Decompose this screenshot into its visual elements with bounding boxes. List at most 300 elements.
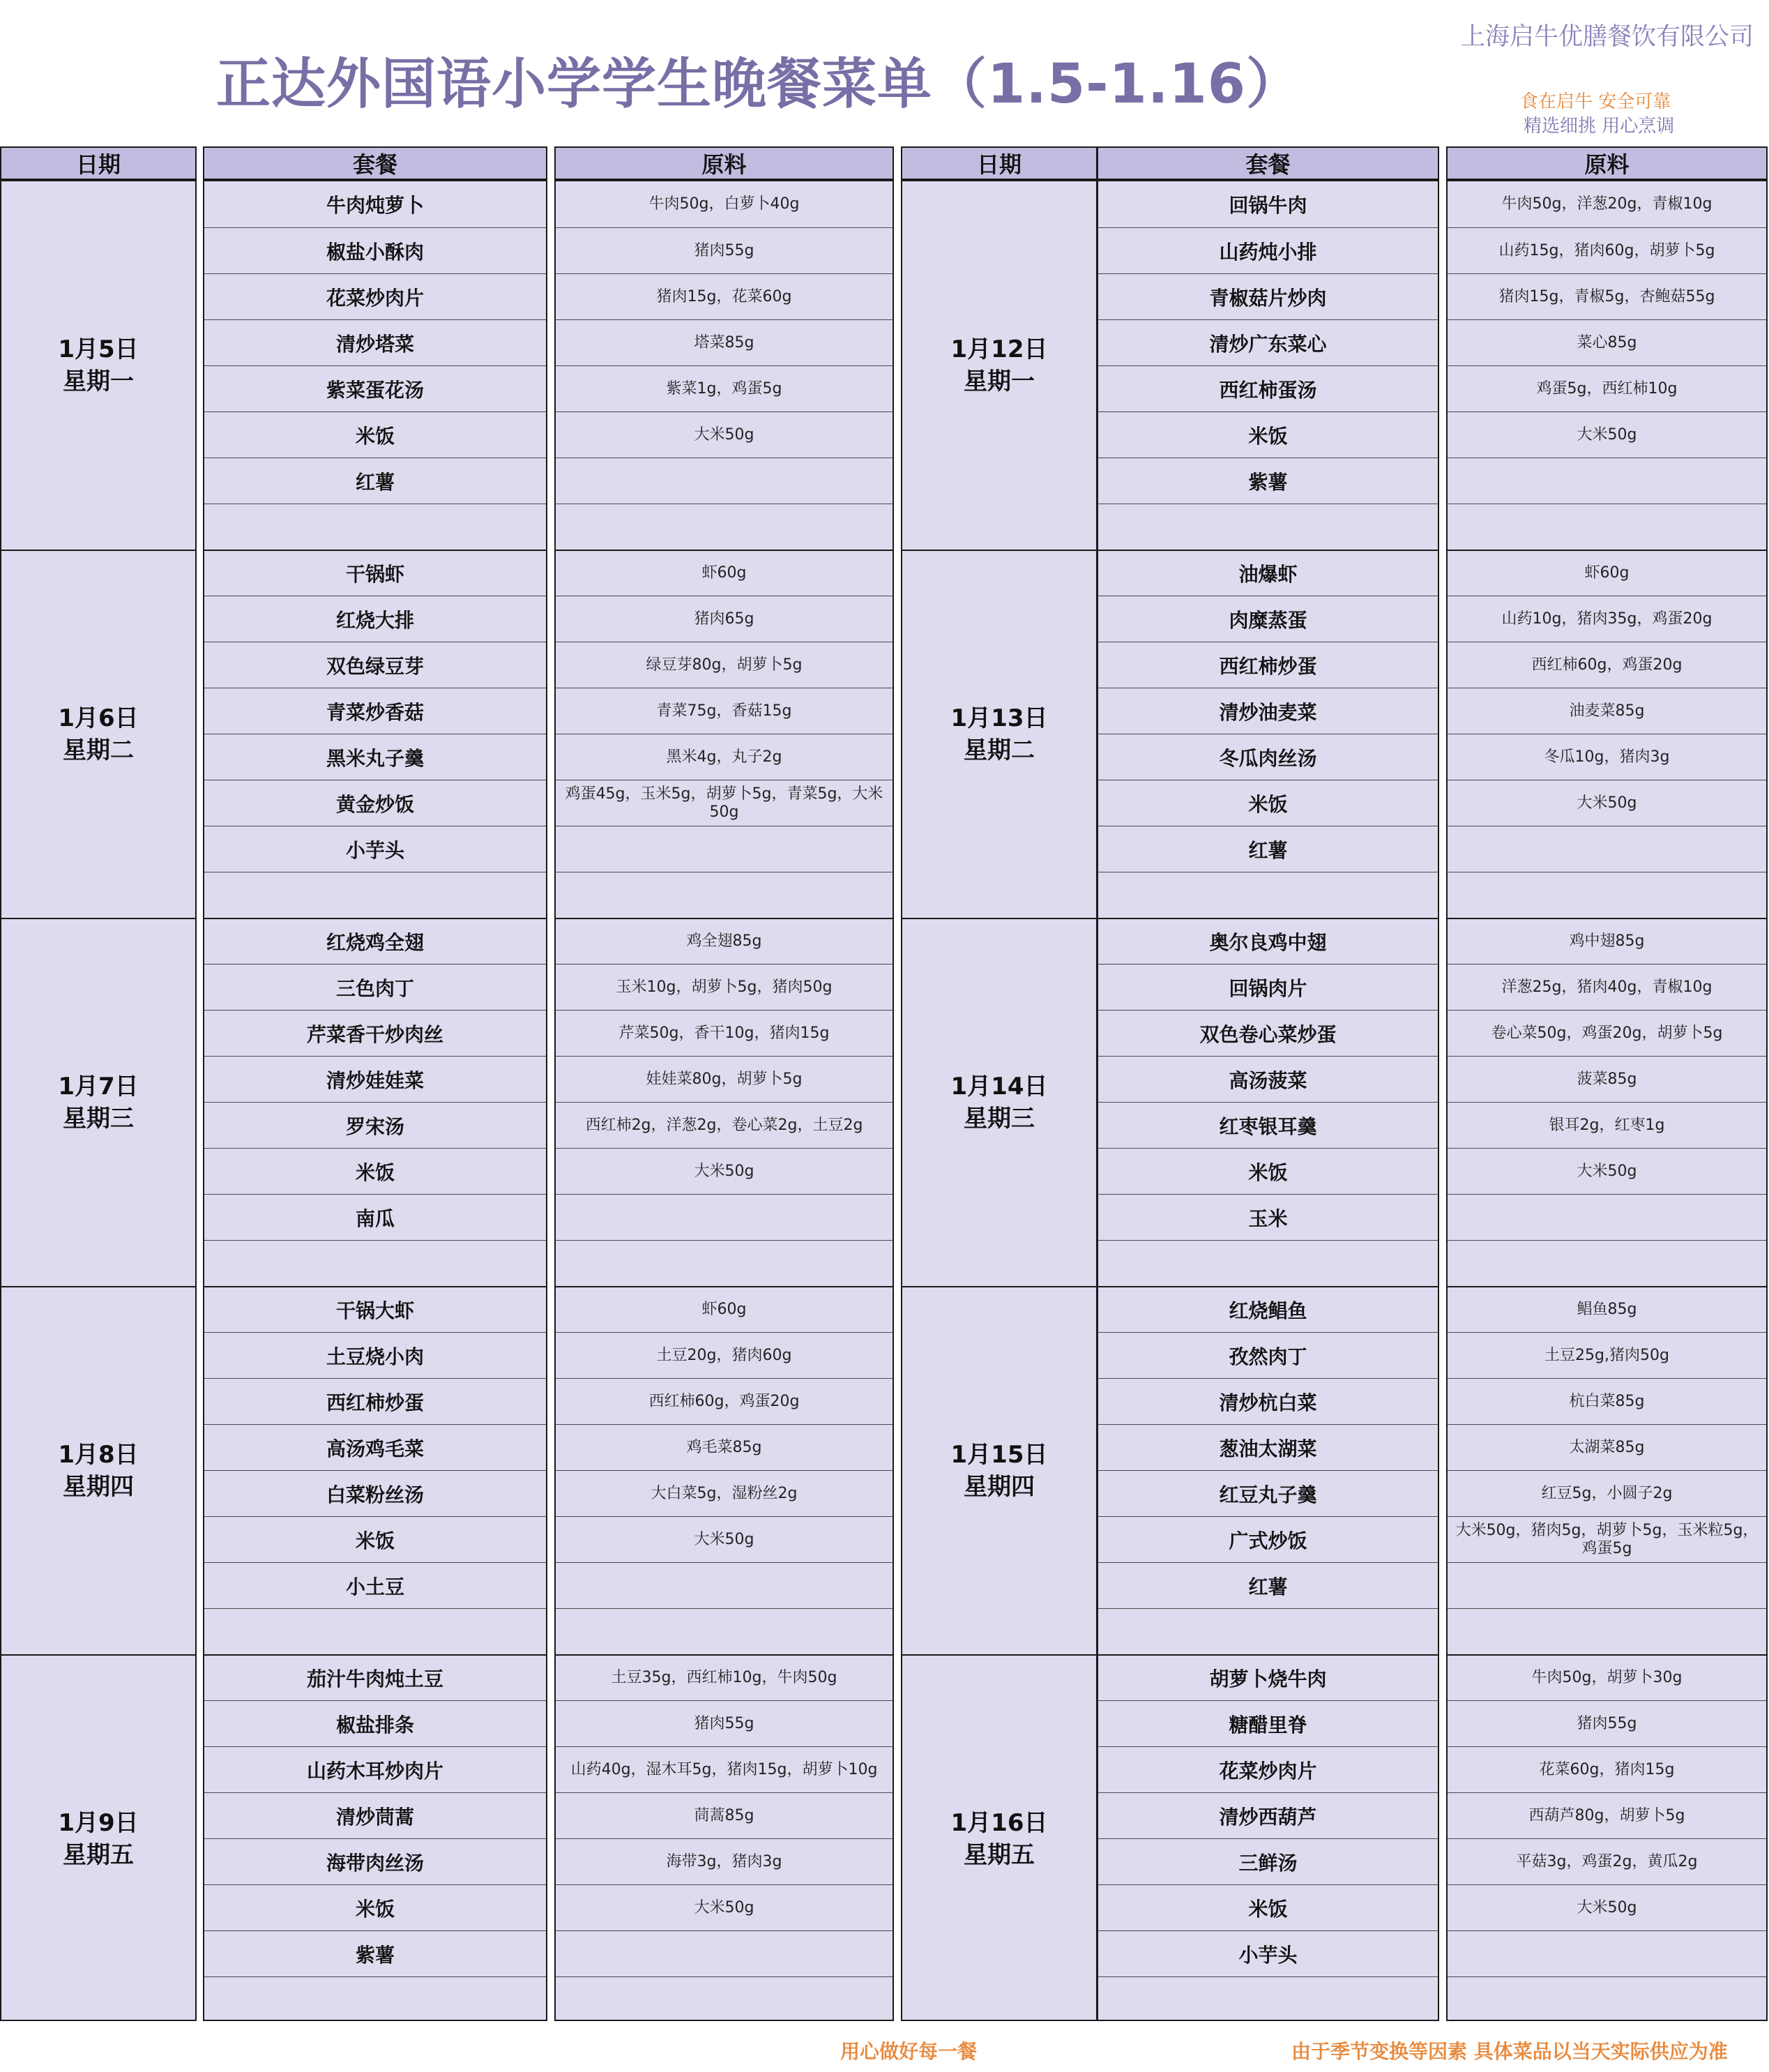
ingredient-text: 海带3g，猪肉3g [666,1852,782,1870]
meal-row [204,1654,546,1700]
dish-name: 米饭 [1248,424,1288,448]
meal-row [204,457,546,504]
date-label: 1月14日 [950,1073,1048,1101]
date-column-week1 [0,180,197,2021]
dish-name: 高汤菠菜 [1229,1068,1307,1092]
ingredient-row [1448,1332,1766,1378]
meal-row [204,1792,546,1838]
dish-name: 小土豆 [345,1575,404,1598]
ingredient-text: 西葫芦80g，胡萝卜5g [1528,1806,1685,1824]
ingredient-row [556,1746,893,1792]
meal-row [1098,504,1438,550]
dish-name: 米饭 [355,424,395,448]
date-cell [902,1654,1096,2022]
meal-row [1098,1286,1438,1332]
header-date-week2: 日期 [901,146,1098,180]
ingredient-text: 平菇3g，鸡蛋2g，黄瓜2g [1516,1852,1698,1870]
ingredient-row [1448,550,1766,596]
ingredient-row [556,181,893,227]
ingredient-row [556,688,893,734]
header-ingredients-week2: 原料 [1446,146,1768,180]
dish-name: 清炒娃娃菜 [326,1068,424,1092]
ingredient-row [556,1286,893,1332]
ingredient-row [556,1194,893,1240]
ingredient-text: 猪肉15g，花菜60g [656,287,792,305]
header-meal-week1: 套餐 [203,146,547,180]
ingredient-row [556,872,893,918]
ingredient-text: 大米50g [1577,1898,1637,1916]
dish-name: 米饭 [1248,1160,1288,1184]
ingredient-row [556,504,893,550]
meal-row [1098,1010,1438,1056]
meal-row [204,227,546,273]
ingredient-row [556,826,893,872]
dish-name: 土豆烧小肉 [326,1345,424,1368]
date-cell [902,181,1096,550]
meal-row [1098,1884,1438,1930]
meal-row [204,365,546,411]
ingredient-row [556,918,893,964]
ingredient-text: 鲳鱼85g [1577,1301,1637,1318]
ingredient-row [556,457,893,504]
ingredient-row [556,1884,893,1930]
header-meal-week2: 套餐 [1097,146,1439,180]
ingredient-row [556,1424,893,1470]
ingredient-row [556,273,893,319]
meal-row [204,1194,546,1240]
ingredient-row [556,1470,893,1516]
dish-name: 清炒塔菜 [335,332,414,356]
ingredient-text: 紫菜1g，鸡蛋5g [666,379,782,398]
dish-name: 椒盐排条 [335,1713,414,1737]
dish-name: 胡萝卜烧牛肉 [1209,1668,1327,1691]
ingredient-row [556,1930,893,1976]
dish-name: 红烧鲳鱼 [1229,1299,1307,1322]
dish-name: 双色绿豆芽 [326,654,424,678]
meal-row [204,964,546,1010]
dish-name: 回锅牛肉 [1229,194,1307,217]
meal-row [204,1608,546,1654]
meal-row [1098,1654,1438,1700]
header-ingredients-week1: 原料 [554,146,894,180]
ingredient-text: 牛肉50g，洋葱20g，青椒10g [1501,195,1713,213]
dish-name: 奥尔良鸡中翅 [1209,931,1327,954]
ingredient-row [556,734,893,780]
meal-row [1098,273,1438,319]
ingredient-text: 大米50g [694,1530,754,1548]
ingredient-row [1448,1654,1766,1700]
dish-name: 红薯 [1248,1575,1288,1598]
meal-row [204,411,546,457]
meal-row [204,1240,546,1286]
meal-row [204,1010,546,1056]
date-column-week2 [901,180,1098,2021]
ingredient-text: 塔菜85g [694,333,754,351]
ingredient-row [556,1240,893,1286]
ingredient-row [1448,596,1766,642]
date-cell [1,1654,195,2022]
ingredient-row [1448,1746,1766,1792]
date-cell [1,550,195,918]
meal-row [1098,1056,1438,1102]
company-name: 上海启牛优膳餐饮有限公司 [1460,23,1754,51]
meal-row [1098,1608,1438,1654]
dish-name: 干锅大虾 [335,1299,414,1322]
ingredient-row [556,1148,893,1194]
weekday-label: 星期一 [964,368,1035,395]
ingredient-text: 鸡蛋5g，西红柿10g [1536,379,1678,398]
ingredient-text: 西红柿2g，洋葱2g，卷心菜2g，土豆2g [585,1116,863,1134]
ingredient-text: 牛肉50g，胡萝卜30g [1531,1669,1683,1686]
ingredient-row [556,319,893,365]
dish-name: 西红柿炒蛋 [326,1391,424,1414]
dish-name: 小芋头 [345,838,404,862]
meal-row [1098,1102,1438,1148]
ingredient-row [556,1700,893,1746]
ingredients-column-week1 [554,180,894,2021]
dish-name: 白菜粉丝汤 [326,1483,424,1506]
ingredient-text: 杭白菜85g [1569,1392,1645,1410]
meal-row [1098,964,1438,1010]
ingredient-row [1448,1516,1766,1562]
ingredient-text: 卷心菜50g，鸡蛋20g，胡萝卜5g [1491,1024,1723,1042]
dish-name: 米饭 [355,1897,395,1921]
meal-row [1098,1930,1438,1976]
ingredient-row [1448,642,1766,688]
ingredient-text: 太湖菜85g [1569,1438,1645,1456]
dish-name: 清炒油麦菜 [1219,700,1317,724]
ingredient-text: 猪肉55g [694,241,754,259]
weekday-label: 星期五 [964,1841,1035,1869]
meal-row [1098,1700,1438,1746]
dish-name: 干锅虾 [345,563,404,586]
ingredient-row [556,1010,893,1056]
meal-row [204,1930,546,1976]
ingredient-row [1448,1424,1766,1470]
date-label: 1月13日 [950,704,1048,732]
ingredient-row [1448,1838,1766,1884]
dish-name: 冬瓜肉丝汤 [1219,746,1317,770]
dish-name: 芹菜香干炒肉丝 [306,1022,443,1046]
dish-name: 米饭 [355,1529,395,1552]
ingredient-row [1448,1562,1766,1608]
dish-name: 牛肉炖萝卜 [326,194,424,217]
dish-name: 肉糜蒸蛋 [1229,608,1307,632]
meal-row [204,826,546,872]
ingredient-row [556,1102,893,1148]
meal-row [1098,1746,1438,1792]
slogan-safety: 食在启牛 安全可靠 [1520,91,1671,112]
ingredient-text: 猪肉15g，青椒5g，杏鲍菇55g [1498,287,1715,305]
meal-row [204,872,546,918]
dish-name: 三色肉丁 [335,976,414,1000]
dish-name: 清炒茼蒿 [335,1805,414,1829]
dish-name: 红豆丸子羹 [1219,1483,1317,1506]
dish-name: 米饭 [1248,1897,1288,1921]
ingredient-text: 山药10g，猪肉35g，鸡蛋20g [1501,610,1713,628]
meal-row [1098,181,1438,227]
meal-row [1098,1378,1438,1424]
ingredient-text: 虾60g [701,1301,747,1318]
meal-row [204,1332,546,1378]
dish-name: 双色卷心菜炒蛋 [1199,1022,1337,1046]
meal-row [204,780,546,826]
ingredient-text: 芹菜50g，香干10g，猪肉15g [618,1024,830,1042]
ingredient-row [1448,227,1766,273]
dish-name: 山药炖小排 [1219,240,1317,264]
meal-row [1098,365,1438,411]
meal-row [204,734,546,780]
meal-row [204,504,546,550]
ingredient-text: 鸡全翅85g [686,932,762,950]
meal-row [204,273,546,319]
ingredient-row [1448,1884,1766,1930]
dish-name: 紫薯 [355,1943,395,1967]
ingredient-text: 大米50g [694,1162,754,1180]
ingredient-text: 青菜75g，香菇15g [656,702,792,720]
dish-name: 广式炒饭 [1229,1529,1307,1552]
meal-row [1098,1976,1438,2022]
weekday-label: 星期三 [63,1105,134,1133]
dish-name: 红烧大排 [335,608,414,632]
date-label: 1月15日 [950,1441,1048,1469]
ingredient-text: 洋葱25g，猪肉40g，青椒10g [1501,978,1713,996]
meal-row [204,1884,546,1930]
meal-row [204,1470,546,1516]
ingredient-text: 黑米4g，丸子2g [666,748,782,766]
ingredient-row [556,411,893,457]
ingredient-row [556,1562,893,1608]
dish-name: 红薯 [1248,838,1288,862]
ingredient-row [1448,365,1766,411]
dish-name: 罗宋汤 [345,1114,404,1138]
date-label: 1月12日 [950,335,1048,363]
dish-name: 黑米丸子羹 [326,746,424,770]
ingredient-row [1448,273,1766,319]
ingredient-text: 猪肉55g [1577,1714,1637,1732]
ingredient-text: 大米50g [694,1898,754,1916]
meal-row [204,1516,546,1562]
meal-row [204,1746,546,1792]
date-label: 1月8日 [58,1441,139,1469]
ingredient-row [556,365,893,411]
meal-column-week1 [203,180,547,2021]
meal-row [1098,1838,1438,1884]
ingredient-text: 土豆25g,猪肉50g [1544,1346,1669,1364]
ingredient-row [1448,780,1766,826]
meal-row [204,1056,546,1102]
ingredient-text: 油麦菜85g [1569,702,1645,720]
meal-row [1098,1562,1438,1608]
ingredient-row [556,1654,893,1700]
ingredient-text: 鸡毛菜85g [686,1438,762,1456]
ingredient-row [1448,1700,1766,1746]
meal-row [204,1286,546,1332]
ingredient-row [556,1056,893,1102]
meal-row [1098,411,1438,457]
meal-row [204,550,546,596]
ingredient-row [1448,1930,1766,1976]
ingredient-text: 山药40g，湿木耳5g，猪肉15g，胡萝卜10g [570,1760,878,1778]
meal-row [1098,1516,1438,1562]
date-cell [1,1286,195,1654]
ingredient-text: 花菜60g，猪肉15g [1539,1760,1675,1778]
slogan-cooking: 精选细挑 用心烹调 [1524,116,1675,137]
meal-row [1098,642,1438,688]
ingredient-text: 大米50g [694,425,754,444]
date-cell [1,918,195,1286]
meal-row [1098,319,1438,365]
weekday-label: 星期三 [964,1105,1035,1133]
ingredient-text: 银耳2g，红枣1g [1549,1116,1665,1134]
ingredient-row [1448,457,1766,504]
dish-name: 清炒杭白菜 [1219,1391,1317,1414]
meal-row [204,1424,546,1470]
ingredient-text: 鸡中翅85g [1569,932,1645,950]
dish-name: 回锅肉片 [1229,976,1307,1000]
ingredient-row [1448,504,1766,550]
date-cell [1,181,195,550]
date-label: 1月7日 [58,1073,139,1101]
ingredient-text: 西红柿60g，鸡蛋20g [648,1392,800,1410]
ingredient-row [556,227,893,273]
ingredient-row [556,1378,893,1424]
ingredient-row [556,780,893,826]
weekday-label: 星期四 [63,1473,134,1501]
ingredient-row [1448,319,1766,365]
weekday-label: 星期二 [964,736,1035,764]
dish-name: 紫菜蛋花汤 [326,378,424,402]
ingredient-text: 大米50g，猪肉5g，胡萝卜5g，玉米粒5g，鸡蛋5g [1455,1521,1759,1557]
dish-name: 三鲜汤 [1238,1851,1298,1875]
meal-row [204,1102,546,1148]
date-label: 1月9日 [58,1809,139,1837]
dish-name: 小芋头 [1238,1943,1298,1967]
weekday-label: 星期一 [63,368,134,395]
ingredient-row [1448,734,1766,780]
date-label: 1月5日 [58,335,139,363]
ingredient-row [556,1332,893,1378]
date-cell [902,918,1096,1286]
meal-row [1098,780,1438,826]
meal-row [1098,457,1438,504]
ingredient-row [556,1838,893,1884]
ingredient-row [1448,1976,1766,2022]
ingredient-row [1448,1286,1766,1332]
meal-row [204,1976,546,2022]
meal-row [1098,596,1438,642]
dish-name: 油爆虾 [1238,563,1298,586]
meal-row [204,1562,546,1608]
ingredient-row [1448,1792,1766,1838]
dish-name: 孜然肉丁 [1229,1345,1307,1368]
dish-name: 葱油太湖菜 [1219,1437,1317,1460]
ingredient-row [1448,1378,1766,1424]
date-label: 1月16日 [950,1809,1048,1837]
ingredient-row [1448,1056,1766,1102]
meal-column-week2 [1097,180,1439,2021]
dish-name: 高汤鸡毛菜 [326,1437,424,1460]
ingredient-row [1448,1608,1766,1654]
dish-name: 清炒广东菜心 [1209,332,1327,356]
ingredient-row [1448,872,1766,918]
ingredient-row [556,1608,893,1654]
weekday-label: 星期二 [63,736,134,764]
dish-name: 清炒西葫芦 [1219,1805,1317,1829]
weekday-label: 星期五 [63,1841,134,1869]
ingredient-text: 虾60g [701,564,747,582]
date-cell [902,1286,1096,1654]
ingredients-column-week2 [1446,180,1768,2021]
dish-name: 糖醋里脊 [1229,1713,1307,1737]
header-date-week1: 日期 [0,146,197,180]
page-title: 正达外国语小学学生晚餐菜单（1.5-1.16） [216,53,1301,116]
meal-row [1098,1194,1438,1240]
ingredient-text: 绿豆芽80g，胡萝卜5g [646,656,803,674]
ingredient-text: 猪肉55g [694,1714,754,1732]
date-label: 1月6日 [58,704,139,732]
dish-name: 花菜炒肉片 [1219,1759,1317,1783]
ingredient-text: 菠菜85g [1577,1070,1637,1088]
meal-row [1098,227,1438,273]
meal-row [1098,1148,1438,1194]
meal-row [1098,1332,1438,1378]
meal-row [204,1838,546,1884]
ingredient-text: 玉米10g，胡萝卜5g，猪肉50g [616,978,833,996]
ingredient-row [556,596,893,642]
ingredient-row [1448,918,1766,964]
meal-row [204,319,546,365]
dish-name: 紫薯 [1248,470,1288,494]
meal-row [1098,872,1438,918]
dish-name: 海带肉丝汤 [326,1851,424,1875]
meal-row [1098,1424,1438,1470]
ingredient-text: 土豆20g，猪肉60g [656,1346,792,1364]
ingredient-text: 娃娃菜80g，胡萝卜5g [646,1070,803,1088]
ingredient-row [1448,826,1766,872]
ingredient-row [1448,1148,1766,1194]
ingredient-row [1448,688,1766,734]
dish-name: 红薯 [355,470,395,494]
meal-row [204,596,546,642]
dish-name: 红烧鸡全翅 [326,931,424,954]
meal-row [1098,1792,1438,1838]
meal-row [204,1378,546,1424]
meal-row [204,688,546,734]
ingredient-row [556,550,893,596]
ingredient-row [556,1516,893,1562]
ingredient-row [1448,964,1766,1010]
meal-row [1098,826,1438,872]
ingredient-row [1448,1240,1766,1286]
meal-row [1098,1470,1438,1516]
ingredient-row [1448,1010,1766,1056]
ingredient-text: 虾60g [1584,564,1630,582]
ingredient-text: 大米50g [1577,794,1637,812]
dish-name: 椒盐小酥肉 [326,240,424,264]
ingredient-text: 大白菜5g，湿粉丝2g [651,1484,798,1502]
ingredient-text: 菜心85g [1577,333,1637,351]
dish-name: 茄汁牛肉炖土豆 [306,1668,443,1691]
dish-name: 米饭 [355,1160,395,1184]
date-cell [902,550,1096,918]
ingredient-text: 鸡蛋45g，玉米5g，胡萝卜5g，青菜5g，大米50g [565,785,883,821]
dish-name: 玉米 [1248,1207,1288,1230]
footer-slogan: 用心做好每一餐 [840,2040,978,2063]
dish-name: 西红柿蛋汤 [1219,378,1317,402]
ingredient-row [556,964,893,1010]
dish-name: 南瓜 [355,1207,395,1230]
